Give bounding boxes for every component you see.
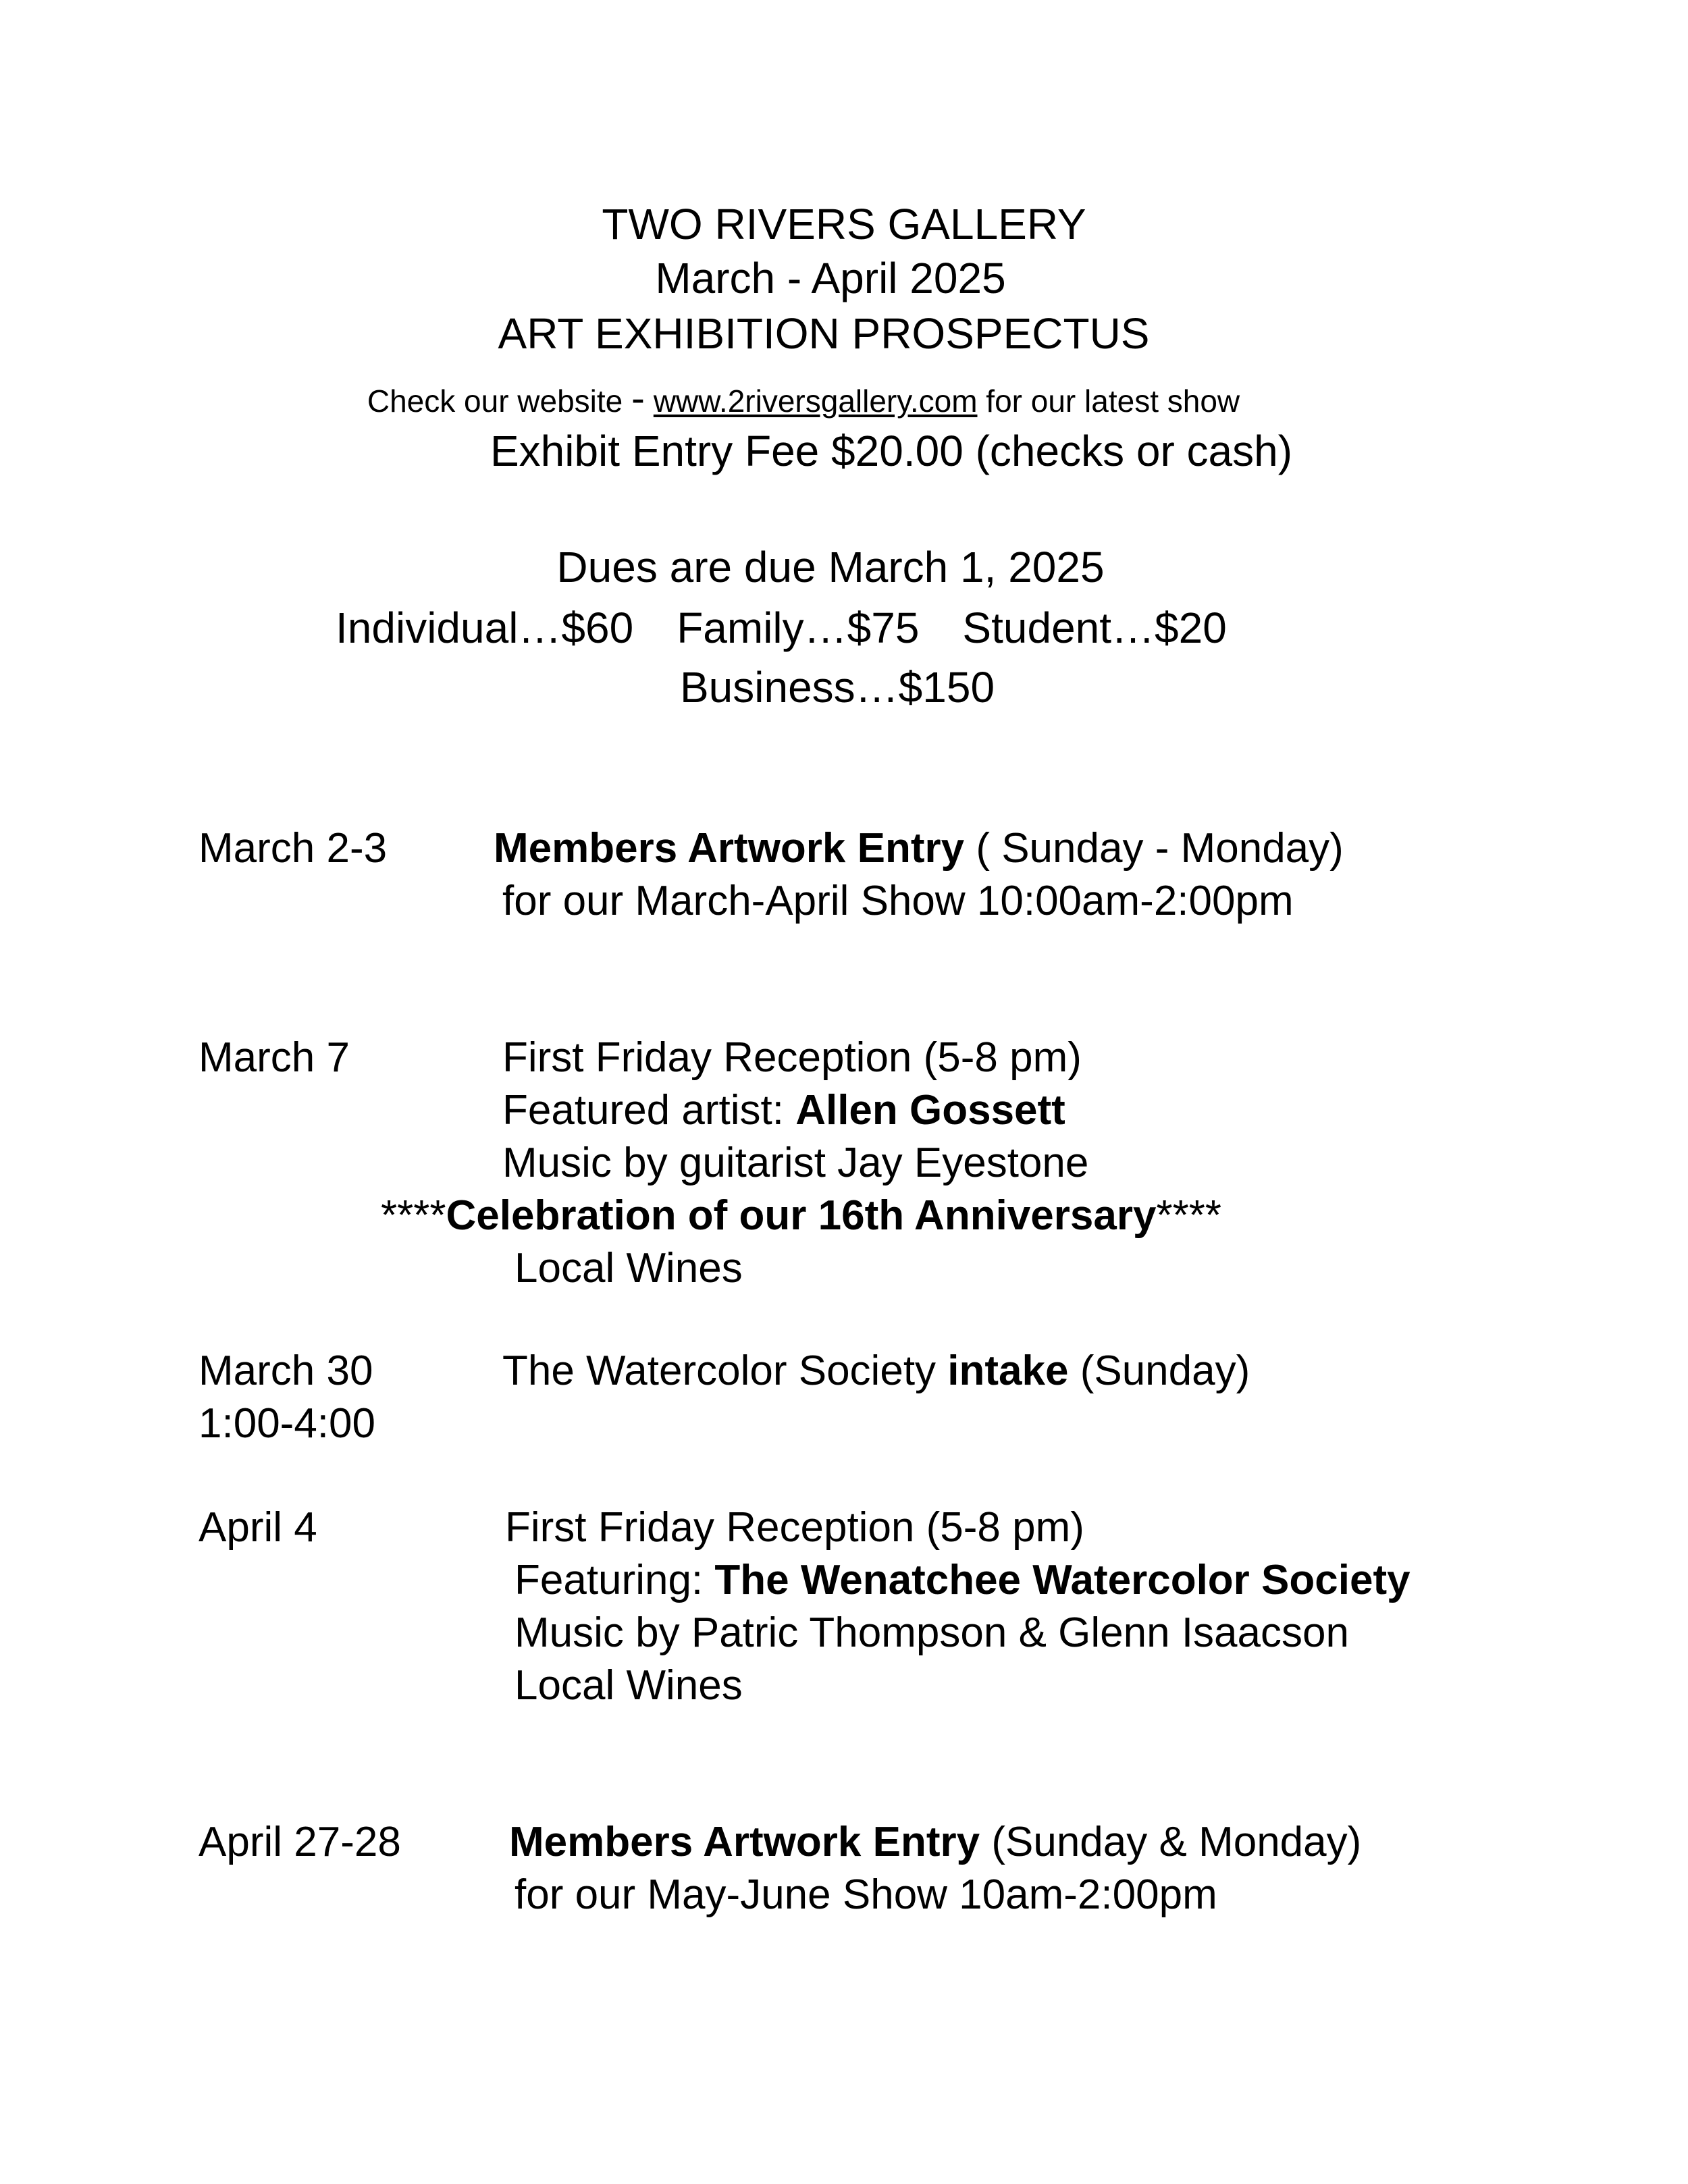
event-detail: for our May-June Show 10am-2:00pm [515, 1871, 1217, 1918]
dues-business: Business…$150 [679, 663, 995, 712]
entry-fee: Exhibit Entry Fee $20.00 (checks or cash) [490, 427, 1293, 475]
event-date: March 7 [199, 1034, 350, 1081]
event-date: March 2-3 [199, 825, 388, 872]
dues-rates-line [336, 604, 1227, 652]
event-music: Music by Patric Thompson & Glenn Isaacson [515, 1609, 1349, 1656]
gallery-name: TWO RIVERS GALLERY [602, 200, 1086, 248]
intake-bold: intake [947, 1348, 1069, 1394]
event-detail: for our March-April Show 10:00am-2:00pm [502, 878, 1294, 924]
featured-artist: Allen Gossett [795, 1087, 1065, 1134]
celebration-text: Celebration of our 16th Anniversary [446, 1192, 1157, 1239]
event-title-rest: (Sunday & Monday) [980, 1819, 1362, 1865]
intake-prefix: The Watercolor Society [502, 1348, 948, 1394]
stars-left: **** [381, 1192, 446, 1239]
season-dates: March - April 2025 [655, 254, 1006, 302]
dues-heading: Dues are due March 1, 2025 [556, 543, 1105, 591]
event-time: 1:00-4:00 [199, 1400, 375, 1447]
event-featuring [515, 1557, 1410, 1603]
featuring-prefix: Featuring: [515, 1557, 715, 1603]
event-music: Music by guitarist Jay Eyestone [502, 1140, 1089, 1186]
event-title-rest: ( Sunday - Monday) [964, 825, 1344, 872]
event-date: March 30 [199, 1348, 373, 1394]
anniversary-celebration [381, 1192, 1221, 1239]
event-title [494, 825, 1344, 872]
website-line [0, 375, 1647, 421]
event-date: April 27-28 [199, 1819, 401, 1865]
website-dash: - [631, 375, 645, 421]
event-featured [502, 1087, 1065, 1134]
event-wines: Local Wines [515, 1245, 743, 1291]
website-prefix: Check our website [367, 383, 623, 419]
website-link[interactable]: www.2riversgallery.com [653, 383, 978, 419]
stars-right: **** [1156, 1192, 1221, 1239]
website-suffix: for our latest show [977, 383, 1240, 419]
event-reception: First Friday Reception (5-8 pm) [505, 1504, 1084, 1551]
dues-individual: Individual…$60 [336, 604, 634, 652]
event-title-bold: Members Artwork Entry [494, 825, 965, 872]
event-intake [502, 1350, 1250, 1392]
event-title-bold: Members Artwork Entry [509, 1819, 980, 1865]
event-wines: Local Wines [515, 1662, 743, 1709]
event-date: April 4 [199, 1504, 317, 1551]
dues-family: Family…$75 [677, 604, 920, 652]
featured-prefix: Featured artist: [502, 1087, 796, 1134]
intake-suffix: (Sunday) [1068, 1348, 1250, 1394]
event-reception: First Friday Reception (5-8 pm) [502, 1034, 1082, 1081]
document-title: ART EXHIBITION PROSPECTUS [498, 309, 1150, 358]
dues-student: Student…$20 [962, 604, 1227, 652]
event-title [509, 1821, 1361, 1863]
featuring-name: The Wenatchee Watercolor Society [714, 1557, 1410, 1603]
